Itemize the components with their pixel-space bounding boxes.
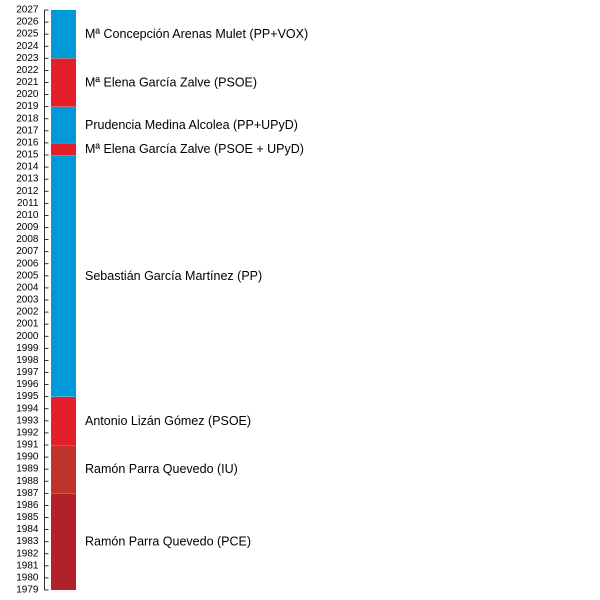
y-tick-label-2024: 2024 <box>16 40 39 52</box>
y-tick-label-1996: 1996 <box>16 379 39 391</box>
y-tick-label-2002: 2002 <box>16 306 39 318</box>
y-axis-ticks <box>16 5 48 596</box>
segment-label-0: Ramón Parra Quevedo (PCE) <box>85 534 252 549</box>
y-tick-label-1983: 1983 <box>16 536 39 548</box>
y-tick-label-1991: 1991 <box>16 439 39 451</box>
y-tick-label-1999: 1999 <box>16 342 39 354</box>
y-tick-label-2018: 2018 <box>16 113 39 125</box>
segment-bar-6 <box>51 58 76 106</box>
segment-label-3: Sebastián García Martínez (PP) <box>85 268 263 283</box>
y-tick-label-1986: 1986 <box>16 499 39 511</box>
y-tick-label-2004: 2004 <box>16 282 39 294</box>
y-tick-label-1980: 1980 <box>16 572 39 584</box>
y-tick-label-1990: 1990 <box>16 451 39 463</box>
y-tick-label-2008: 2008 <box>16 234 39 246</box>
y-tick-label-2014: 2014 <box>16 161 39 173</box>
segment-label-5: Prudencia Medina Alcolea (PP+UPyD) <box>85 117 298 132</box>
y-tick-label-2000: 2000 <box>16 330 39 342</box>
segment-bar-3 <box>51 155 76 397</box>
segment-bar-1 <box>51 445 76 493</box>
segment-bar-5 <box>51 107 76 143</box>
y-tick-label-2010: 2010 <box>16 209 39 221</box>
y-tick-label-2015: 2015 <box>16 149 39 161</box>
y-tick-label-2003: 2003 <box>16 294 39 306</box>
y-tick-label-1993: 1993 <box>16 415 39 427</box>
y-tick-label-1992: 1992 <box>16 427 39 439</box>
y-tick-label-2020: 2020 <box>16 89 39 101</box>
y-tick-label-2016: 2016 <box>16 137 39 149</box>
y-tick-label-1987: 1987 <box>16 487 39 499</box>
y-tick-label-2011: 2011 <box>16 197 39 209</box>
y-tick-label-2007: 2007 <box>16 246 39 258</box>
timeline-bars <box>51 10 76 590</box>
segment-label-2: Antonio Lizán Gómez (PSOE) <box>85 413 252 428</box>
y-tick-label-2022: 2022 <box>16 64 39 76</box>
y-tick-label-2017: 2017 <box>16 125 39 137</box>
segment-bar-4 <box>51 143 76 155</box>
segment-labels <box>85 27 308 549</box>
y-tick-label-1981: 1981 <box>16 560 39 572</box>
y-tick-label-1998: 1998 <box>16 354 39 366</box>
y-tick-label-2027: 2027 <box>16 4 39 16</box>
y-tick-label-1997: 1997 <box>16 367 39 378</box>
y-tick-label-1988: 1988 <box>16 475 39 487</box>
y-tick-label-2001: 2001 <box>16 318 39 330</box>
segment-label-6: Mª Elena García Zalve (PSOE) <box>85 75 258 90</box>
y-tick-label-2023: 2023 <box>16 52 39 64</box>
y-tick-label-2005: 2005 <box>16 270 39 282</box>
y-tick-label-2021: 2021 <box>16 77 39 88</box>
y-tick-label-2013: 2013 <box>16 173 39 185</box>
y-tick-label-2012: 2012 <box>16 185 39 197</box>
segment-bar-2 <box>51 397 76 445</box>
y-tick-label-2025: 2025 <box>16 28 39 40</box>
y-tick-label-1989: 1989 <box>16 463 39 475</box>
y-tick-label-1994: 1994 <box>16 403 39 415</box>
segment-label-4: Mª Elena García Zalve (PSOE + UPyD) <box>85 141 304 156</box>
y-tick-label-2026: 2026 <box>16 16 39 28</box>
segment-label-1: Ramón Parra Quevedo (IU) <box>85 462 238 477</box>
y-tick-label-2006: 2006 <box>16 258 39 270</box>
y-tick-label-2019: 2019 <box>16 101 39 113</box>
y-tick-label-1982: 1982 <box>16 548 39 560</box>
y-tick-label-1984: 1984 <box>16 524 39 536</box>
segment-label-7: Mª Concepción Arenas Mulet (PP+VOX) <box>85 27 309 42</box>
segment-bar-7 <box>51 10 76 58</box>
y-tick-label-2009: 2009 <box>16 222 39 233</box>
y-tick-label-1979: 1979 <box>16 584 39 596</box>
y-tick-label-1995: 1995 <box>16 391 39 403</box>
y-tick-label-1985: 1985 <box>16 512 39 523</box>
segment-bar-0 <box>51 493 76 590</box>
